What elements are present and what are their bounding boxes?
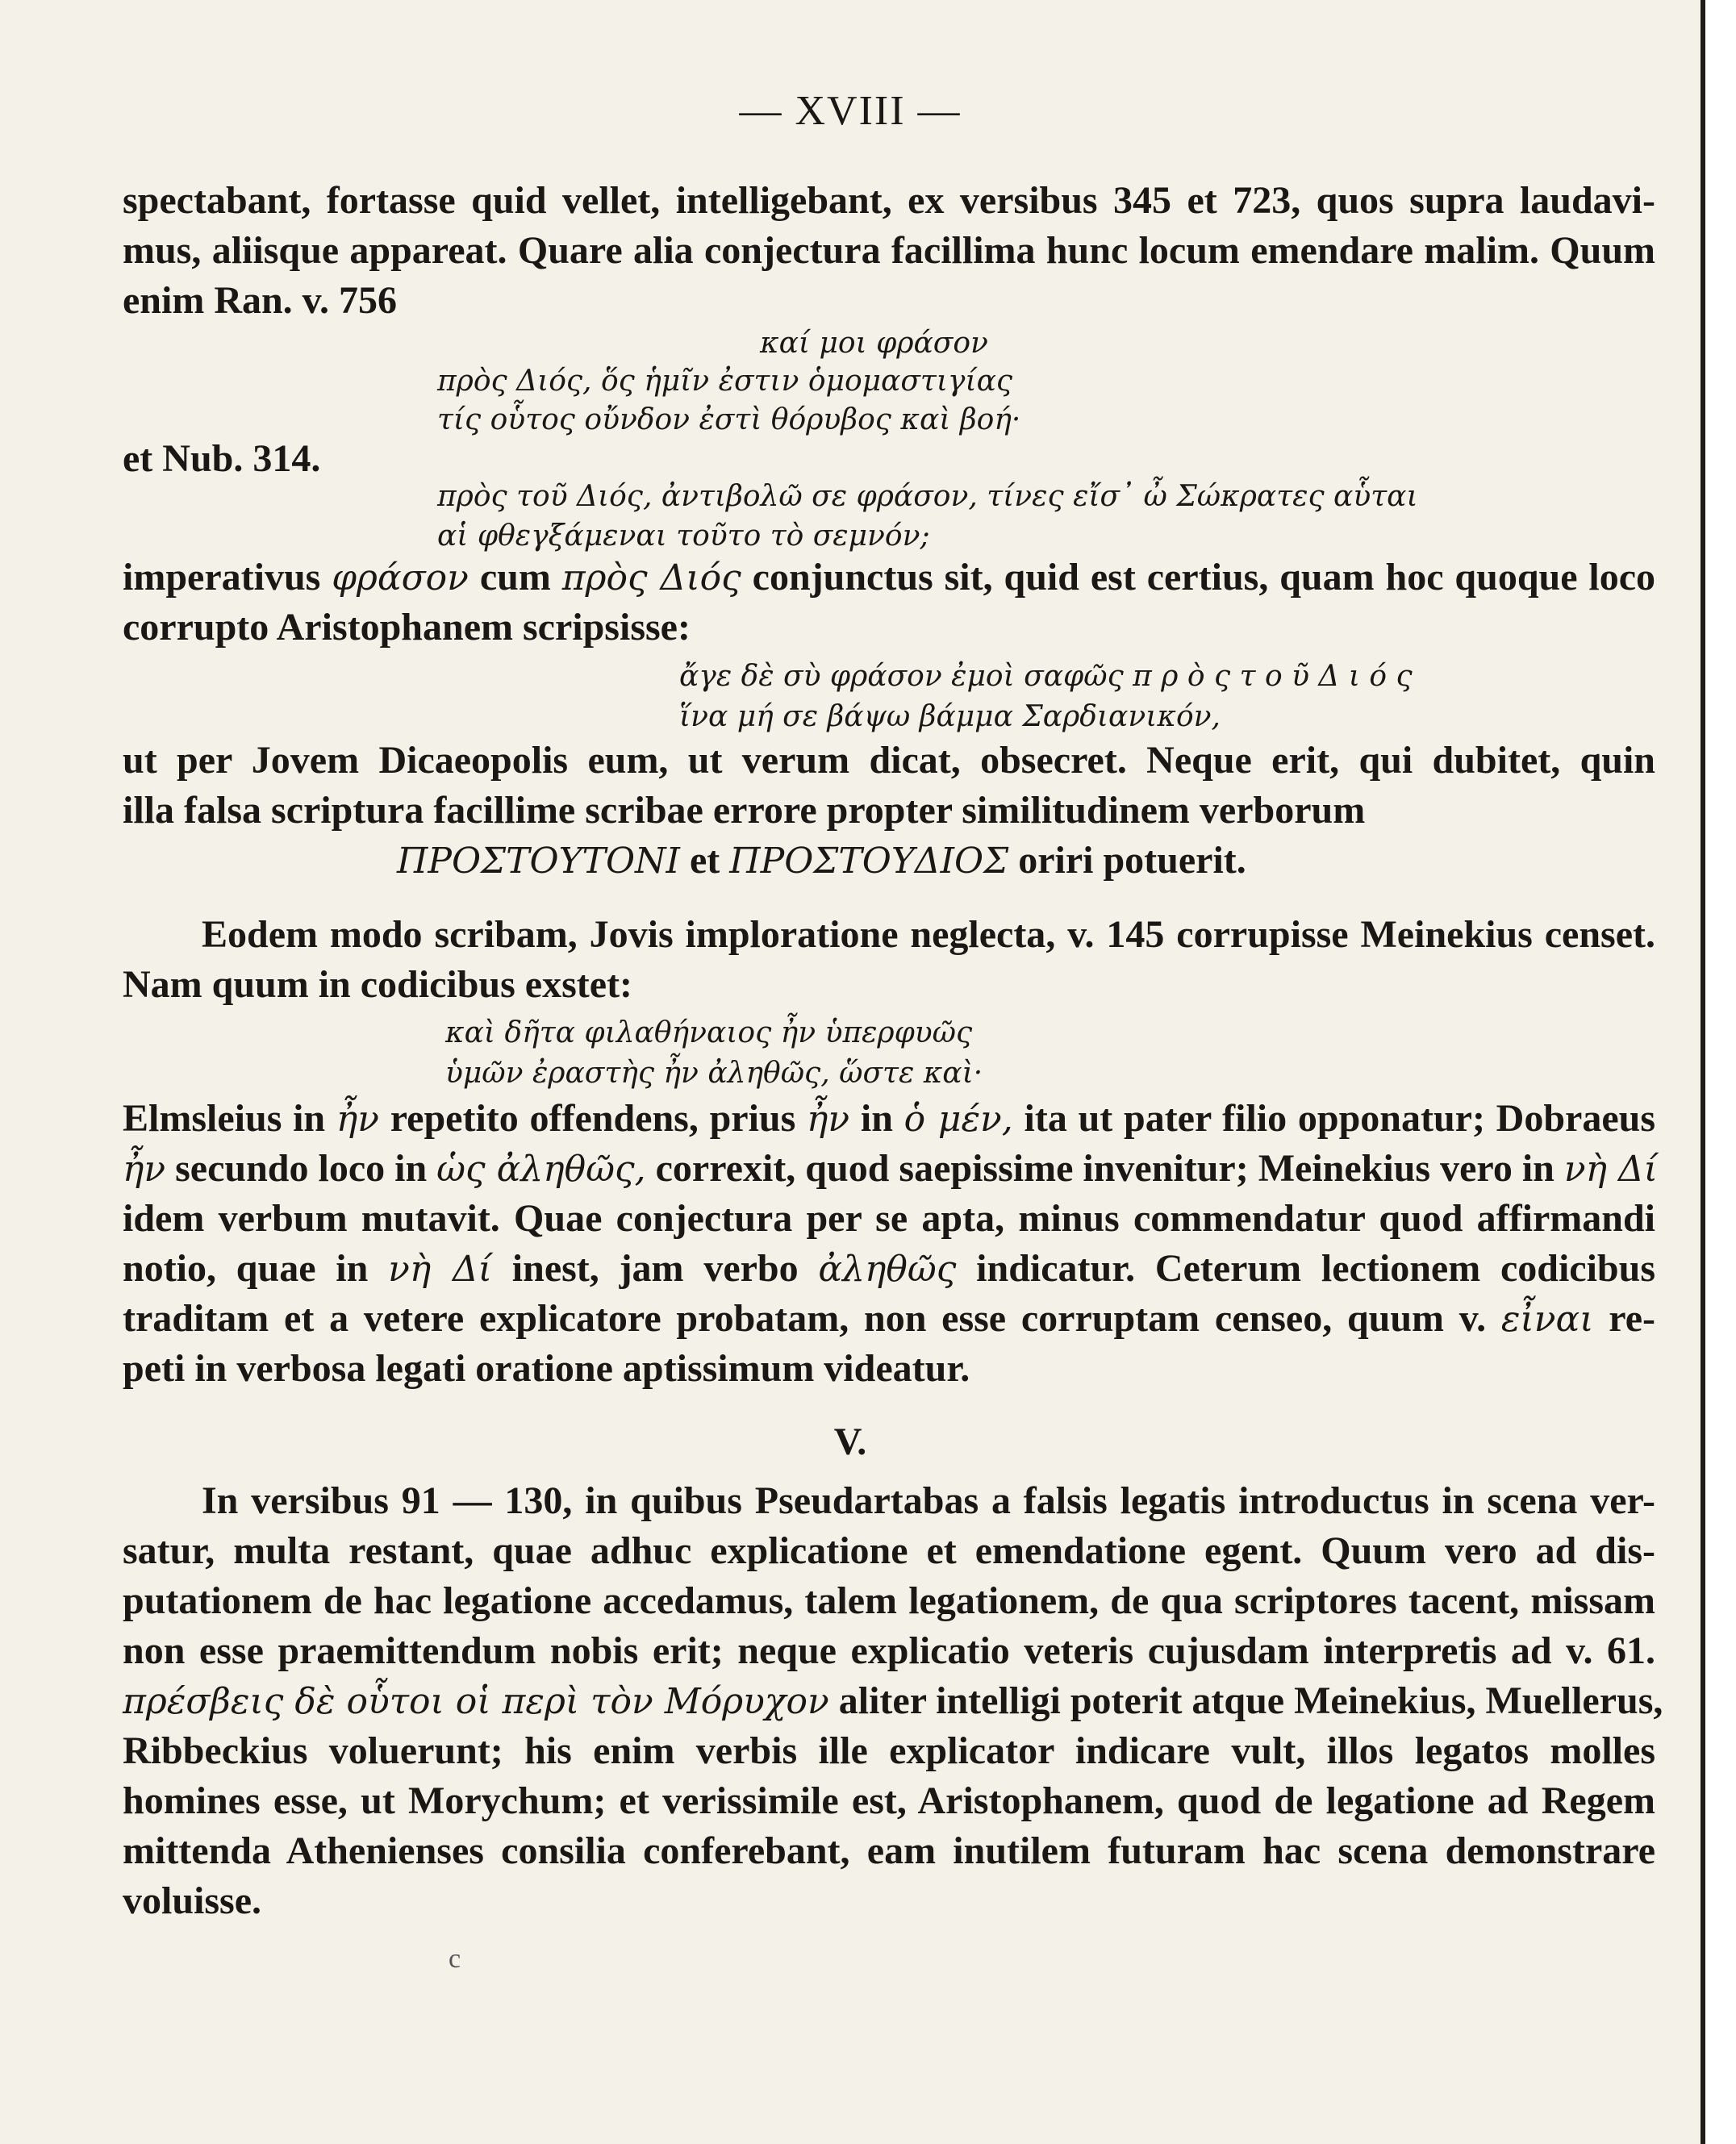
text-line: Elmsleius in ἦν repetito offendens, prius ἦν in ὁ μέν, ita ut pater filio opponatur; Dobraeus	[123, 1097, 1656, 1140]
text-line: idem verbum mutavit. Quae conjectura per se apta, minus commendatur quod affirmandi	[123, 1197, 1655, 1240]
greek-quote-line: ἄγε δὲ σὺ φράσον ἐμοὶ σαφῶς π ρ ὸ ς τ ο ῦ Δ ι ό ς	[679, 660, 1413, 693]
page-edge-margin	[1705, 0, 1736, 2144]
text-line: mittenda Athenienses consilia conferebant, eam inutilem futuram hac scena demonstrare	[123, 1829, 1655, 1872]
text-line: satur, multa restant, quae adhuc explicatione et emendatione egent. Quum vero ad dis-	[123, 1529, 1655, 1572]
greek-quote-line: αἱ φθεγξάμεναι τοῦτο τὸ σεμνόν;	[437, 519, 930, 553]
text-line: corrupto Aristophanem scripsisse:	[123, 606, 691, 649]
text-line: In versibus 91 — 130, in quibus Pseudartabas a falsis legatis introductus in scena ver-	[202, 1479, 1655, 1522]
text-line: ut per Jovem Dicaeopolis eum, ut verum dicat, obsecret. Neque erit, qui dubitet, quin	[123, 739, 1655, 782]
text-line: illa falsa scriptura facillime scribae errore propter similitudinem verborum	[123, 789, 1366, 832]
text-line: et Nub. 314.	[123, 437, 321, 480]
text-line: voluisse.	[123, 1879, 262, 1922]
text-line: mus, aliisque appareat. Quare alia conjectura facillima hunc locum emendare malim. Quum	[123, 229, 1655, 272]
text-line: spectabant, fortasse quid vellet, intelligebant, ex versibus 345 et 723, quos supra laudavi-	[123, 179, 1655, 222]
signature-mark: c	[449, 1944, 461, 1974]
page-number-header: — XVIII —	[739, 88, 962, 134]
text-line: enim Ran. v. 756	[123, 279, 398, 322]
text-line: imperativus φράσον cum πρὸς Διός conjunctus sit, quid est certius, quam hoc quoque loco	[123, 556, 1656, 599]
text-line: ἦν secundo loco in ὡς ἀληθῶς, correxit, quod saepissime invenitur; Meinekius vero in νὴ Δί	[123, 1147, 1658, 1190]
text-line: putationem de hac legatione accedamus, talem legationem, de qua scriptores tacent, missam	[123, 1579, 1655, 1622]
text-line: ΠΡΟΣΤΟΥΤΟΝΙ et ΠΡΟΣΤΟΥΔΙΟΣ oriri potuerit.	[397, 839, 1246, 882]
section-numeral: V.	[833, 1420, 867, 1463]
greek-quote-line: πρὸς τοῦ Διός, ἀντιβολῶ σε φράσον, τίνες εἴσ᾽ ὦ Σώκρατες αὗται	[437, 480, 1418, 513]
text-line: peti in verbosa legati oratione aptissimum videatur.	[123, 1347, 970, 1390]
greek-quote-line: τίς οὗτος οὔνδον ἐστὶ θόρυβος καὶ βοή·	[437, 403, 1021, 436]
text-line: non esse praemittendum nobis erit; neque explicatio veteris cujusdam interpretis ad v. 61.	[123, 1629, 1655, 1672]
text-line: homines esse, ut Morychum; et verissimile est, Aristophanem, quod de legatione ad Regem	[123, 1779, 1655, 1822]
greek-quote-line: καί μοι φράσον	[760, 327, 988, 360]
text-line: Ribbeckius voluerunt; his enim verbis ille explicator indicare vult, illos legatos molles	[123, 1729, 1655, 1772]
text-line: πρέσβεις δὲ οὗτοι οἱ περὶ τὸν Μόρυχον aliter intelligi poterit atque Meinekius, Muellerus,	[123, 1679, 1663, 1722]
greek-quote-line: καὶ δῆτα φιλαθήναιος ἦν ὑπερφυῶς	[445, 1016, 973, 1049]
greek-quote-line: ἵνα μή σε βάψω βάμμα Σαρδιανικόν,	[679, 700, 1221, 733]
text-line: Eodem modo scribam, Jovis imploratione neglecta, v. 145 corrupisse Meinekius censet.	[202, 913, 1655, 956]
text-line: traditam et a vetere explicatore probatam, non esse corruptam censeo, quum v. εἶναι re-	[123, 1297, 1655, 1340]
text-line: Nam quum in codicibus exstet:	[123, 963, 633, 1006]
greek-quote-line: ὑμῶν ἐραστὴς ἦν ἀληθῶς, ὥστε καὶ·	[445, 1057, 983, 1090]
text-line: notio, quae in νὴ Δί inest, jam verbo ἀληθῶς indicatur. Ceterum lectionem codicibus	[123, 1247, 1655, 1290]
greek-quote-line: πρὸς Διός, ὅς ἡμῖν ἐστιν ὁμομαστιγίας	[437, 365, 1013, 398]
